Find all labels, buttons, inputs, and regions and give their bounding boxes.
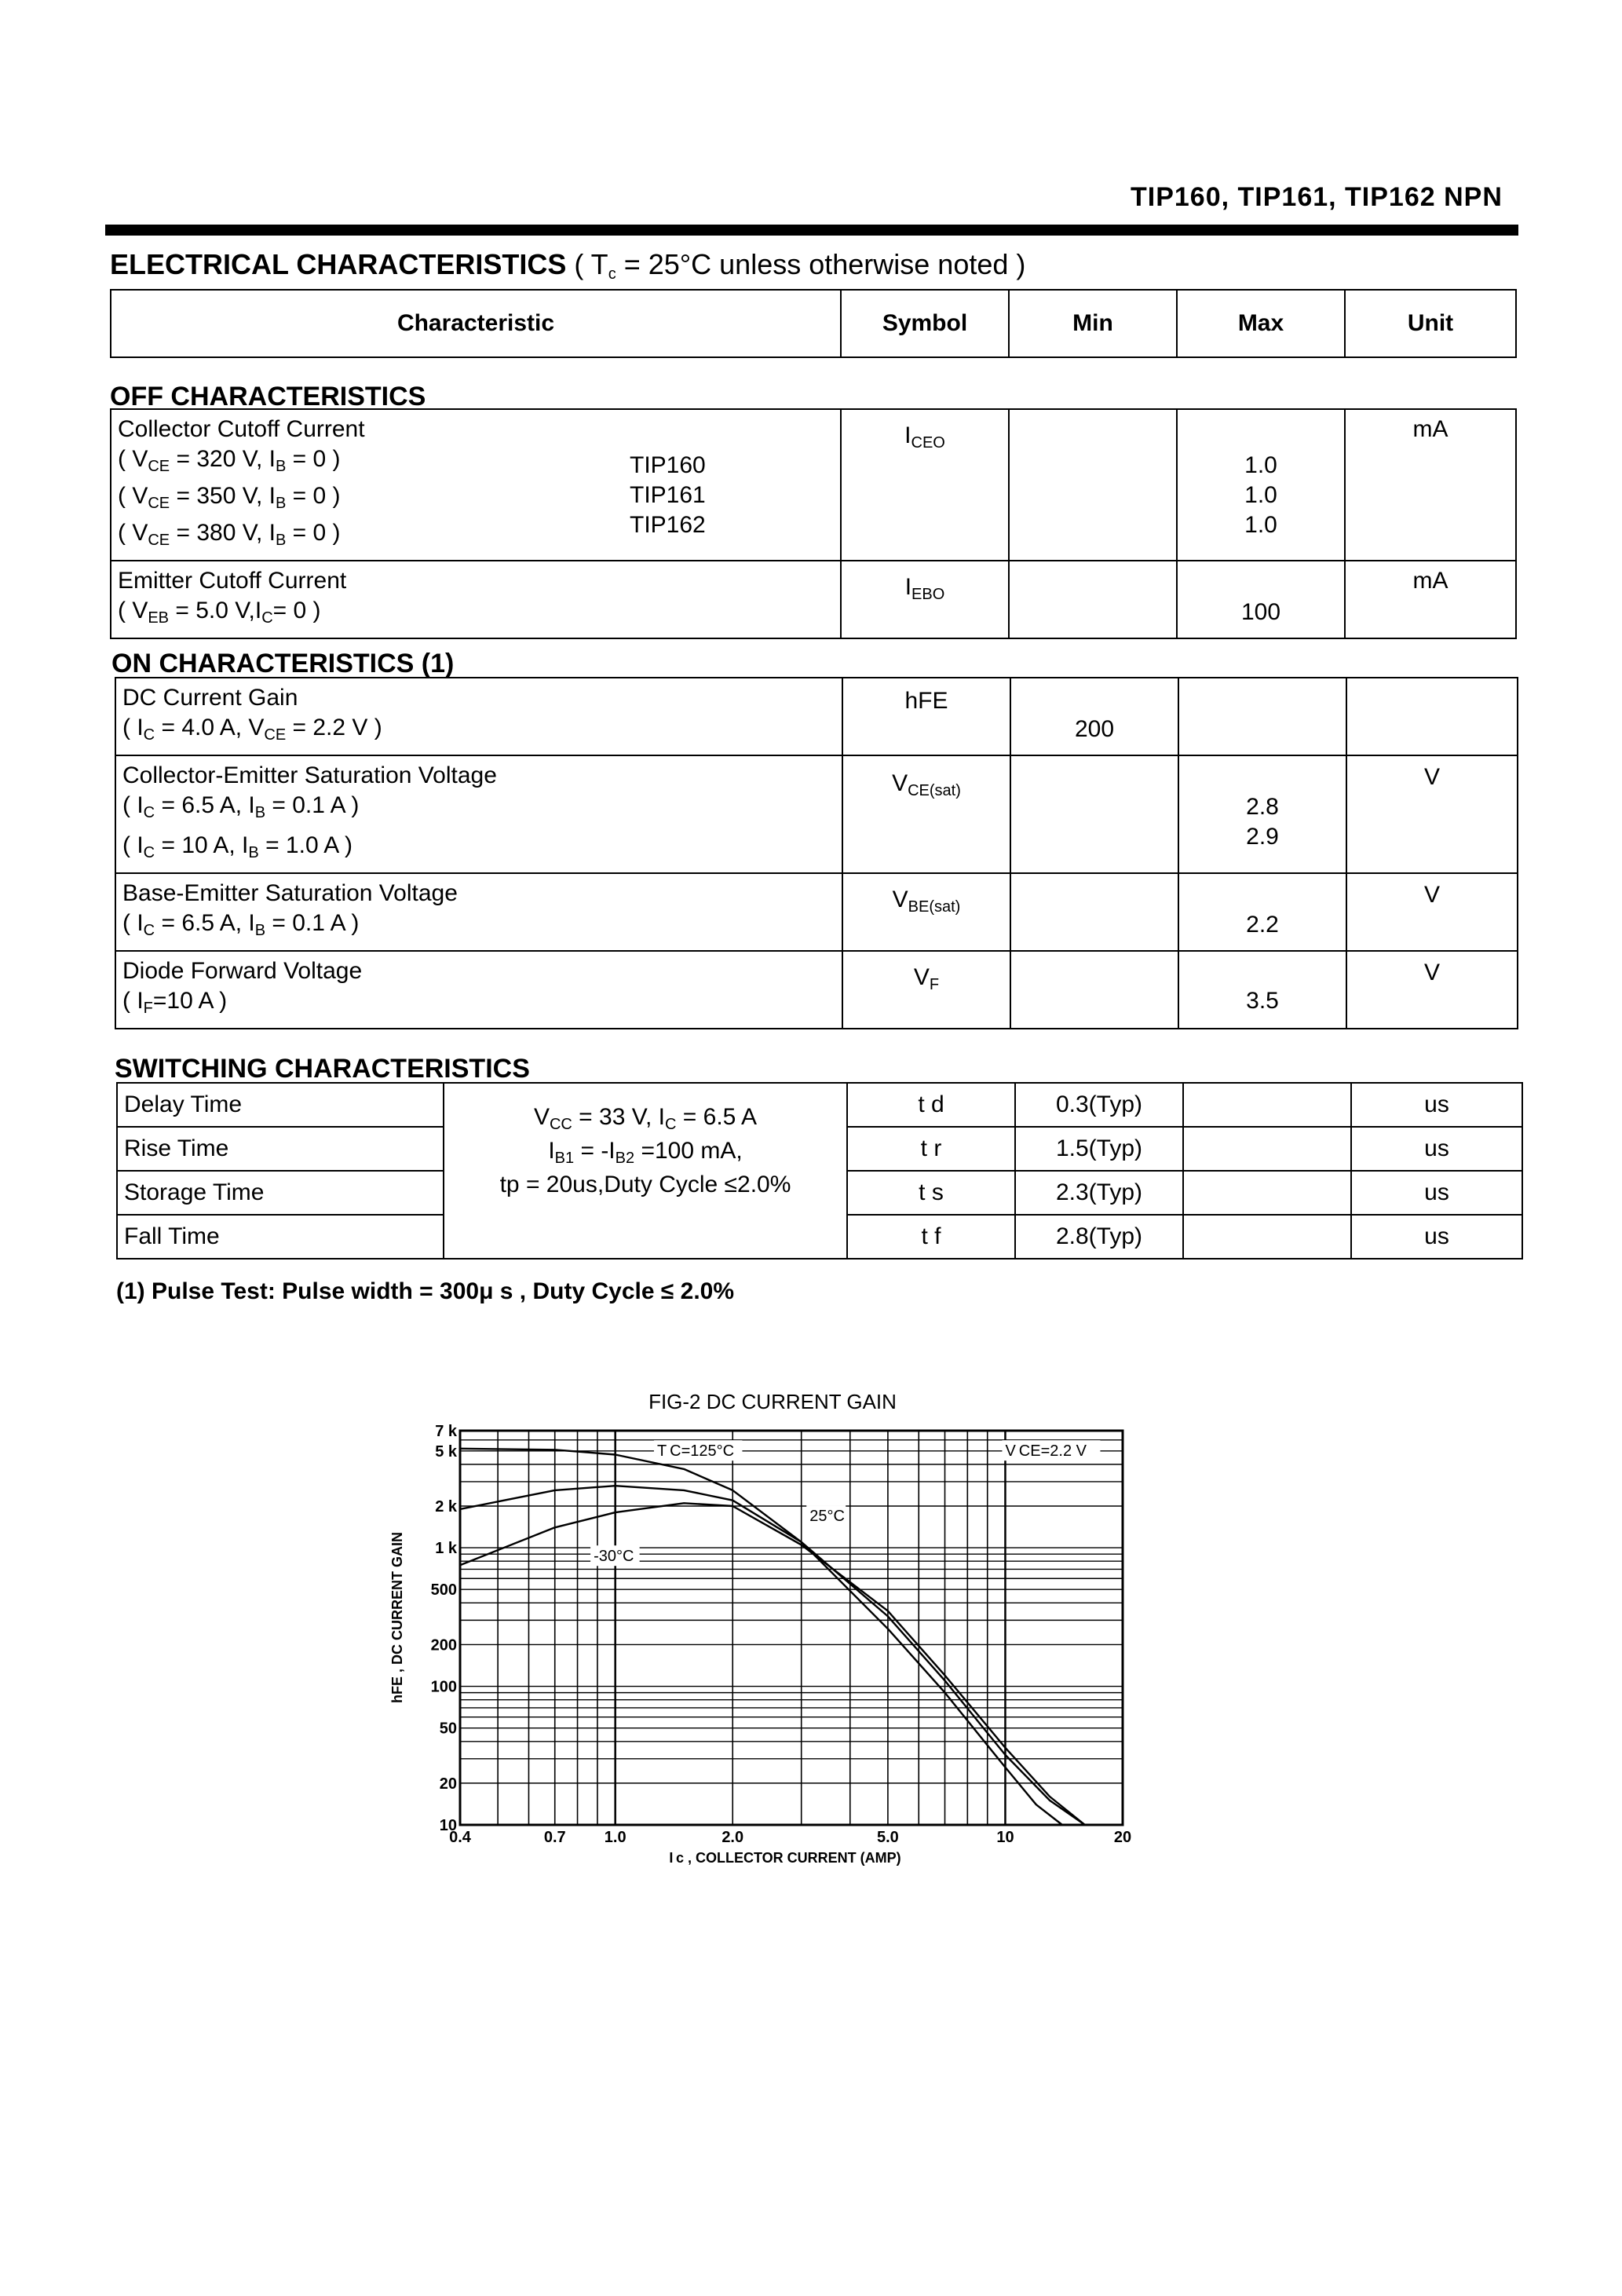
y-tick-label: 200: [430, 1636, 457, 1654]
y-tick-label: 5 k: [435, 1442, 457, 1461]
header-max: Max: [1177, 290, 1345, 357]
dc-current-gain-chart: [361, 1382, 1178, 1885]
table-row: [115, 873, 1518, 951]
iceo-unit: mA: [1345, 409, 1516, 561]
annotation-label: V CE=2.2 V: [1005, 1442, 1087, 1461]
rise-time-label: Rise Time: [117, 1127, 444, 1171]
switching-characteristics-title: SWITCHING CHARACTERISTICS: [115, 1054, 530, 1084]
x-tick-label: 20: [1113, 1829, 1132, 1846]
table-row: [117, 1083, 1522, 1127]
iebo-symbol: $I_{EBO}$: [841, 561, 1009, 638]
iebo-max: 100: [1177, 561, 1345, 638]
tf-value: 2.8(Typ): [1015, 1215, 1183, 1259]
series-line-25C: [460, 1486, 1085, 1825]
vbesat-min: [1010, 873, 1178, 951]
vcesat-symbol: $V_{CE(sat)}$: [842, 755, 1010, 873]
electrical-characteristics-heading: ELECTRICAL CHARACTERISTICS ( $T_c = 25^\circ C$ unless otherwise noted ): [110, 248, 1026, 283]
iceo-max: 1.0 1.0 1.0: [1177, 409, 1345, 561]
off-characteristics-title: OFF CHARACTERISTICS: [110, 382, 426, 411]
vf-max: 3.5: [1178, 951, 1346, 1029]
y-tick-label: 100: [430, 1678, 457, 1696]
td-symbol: t d: [847, 1083, 1015, 1127]
header-min: Min: [1009, 290, 1177, 357]
hfe-min: 200: [1010, 678, 1178, 755]
on-characteristics-title: ON CHARACTERISTICS (1): [111, 649, 455, 678]
vbesat-unit: V: [1346, 873, 1518, 951]
vcesat-min: [1010, 755, 1178, 873]
document-title: TIP160, TIP161, TIP162 NPN: [1131, 182, 1503, 212]
vf-unit: V: [1346, 951, 1518, 1029]
iceo-characteristic: Collector Cutoff Current ( $V_{CE} = 320$ V, $I_B = 0$ ) ( $V_{CE} = 350$ V, $I_B = 0$ ) ( $V_{CE} = 380$ V, $I_B = 0$ ) TIP160 TIP161 TIP162: [111, 409, 841, 561]
tr-unit: us: [1351, 1127, 1522, 1171]
table-row: [111, 409, 1516, 561]
td-unit: us: [1351, 1083, 1522, 1127]
vbesat-max: 2.2: [1178, 873, 1346, 951]
y-tick-label: 50: [439, 1720, 457, 1738]
x-tick-label: 10: [996, 1829, 1014, 1846]
tr-symbol: t r: [847, 1127, 1015, 1171]
ts-unit: us: [1351, 1171, 1522, 1215]
ts-value: 2.3(Typ): [1015, 1171, 1183, 1215]
y-tick-label: 10: [439, 1817, 457, 1834]
header-table: [110, 289, 1517, 358]
vf-characteristic: Diode Forward Voltage ( $I_F=10$ A ): [115, 951, 842, 1029]
y-tick-label: 500: [430, 1581, 457, 1600]
tf-symbol: t f: [847, 1215, 1015, 1259]
chart-annotations: [590, 1440, 1100, 1566]
vf-min: [1010, 951, 1178, 1029]
y-axis-label: hFE , DC CURRENT GAIN: [389, 1532, 405, 1703]
iebo-unit: mA: [1345, 561, 1516, 638]
x-tick-label: 1.0: [604, 1829, 627, 1846]
vbesat-symbol: $V_{BE(sat)}$: [842, 873, 1010, 951]
table-row: [115, 678, 1518, 755]
iceo-min: [1009, 409, 1177, 561]
table-row: [115, 755, 1518, 873]
series-line--30C: [460, 1503, 1085, 1825]
x-tick-label: 0.4: [449, 1829, 471, 1846]
header-unit: Unit: [1345, 290, 1516, 357]
header-symbol: Symbol: [841, 290, 1009, 357]
tr-value: 1.5(Typ): [1015, 1127, 1183, 1171]
x-axis-label: I c , COLLECTOR CURRENT (AMP): [669, 1850, 901, 1866]
switching-characteristics-table: [116, 1082, 1523, 1260]
hfe-unit: [1346, 678, 1518, 755]
vcesat-unit: V: [1346, 755, 1518, 873]
iebo-min: [1009, 561, 1177, 638]
x-tick-label: 2.0: [721, 1829, 744, 1846]
vf-symbol: $V_F$: [842, 951, 1010, 1029]
y-tick-label: 7 k: [435, 1423, 457, 1440]
device-list: TIP160 TIP161 TIP162: [630, 452, 706, 538]
annotation-label: T C=125°C: [656, 1442, 735, 1461]
delay-time-label: Delay Time: [117, 1083, 444, 1127]
hfe-max: [1178, 678, 1346, 755]
header-characteristic: Characteristic: [111, 290, 841, 357]
x-tick-label: 0.7: [543, 1829, 566, 1846]
hfe-characteristic: DC Current Gain ( $I_C = 4.0$ A, $V_{CE} = 2.2$ V ): [115, 678, 842, 755]
x-tick-label: 5.0: [877, 1829, 899, 1846]
title-rule: [105, 225, 1518, 236]
annotation-label: 25°C: [809, 1508, 845, 1526]
vbesat-characteristic: Base-Emitter Saturation Voltage ( $I_C = 6.5$ A, $I_B = 0.1$ A ): [115, 873, 842, 951]
storage-time-label: Storage Time: [117, 1171, 444, 1215]
chart-series: [460, 1449, 1085, 1825]
iebo-characteristic: Emitter Cutoff Current ( $V_{EB} = 5.0$ $V,I_C= 0$ ): [111, 561, 841, 638]
table-row: [115, 951, 1518, 1029]
fall-time-label: Fall Time: [117, 1215, 444, 1259]
footnote: (1) Pulse Test: Pulse width = 300μ s , Duty Cycle ≤ 2.0%: [116, 1278, 735, 1304]
table-row: [111, 561, 1516, 638]
on-characteristics-table: [115, 677, 1518, 1029]
vcesat-characteristic: Collector-Emitter Saturation Voltage ( $I_C = 6.5$ A, $I_B = 0.1$ A ) ( $I_C = 10$ A, $I_B = 1.0$ A ): [115, 755, 842, 873]
series-line-125C: [460, 1449, 1062, 1825]
chart-ticks: [431, 1423, 1132, 1846]
y-tick-label: 2 k: [435, 1497, 457, 1515]
switching-conditions: $V_{CC} = 33$ V, $I_C = 6.5$ A $I_{B1} = -I_{B2} =100$ mA, tp = 20us,Duty Cycle ≤2.0%: [444, 1083, 847, 1259]
off-characteristics-table: [110, 408, 1517, 639]
iceo-symbol: $I_{CEO}$: [841, 409, 1009, 561]
chart-title: FIG-2 DC CURRENT GAIN: [648, 1390, 897, 1413]
y-tick-label: 20: [439, 1775, 457, 1793]
annotation-label: -30°C: [594, 1548, 634, 1566]
y-tick-label: 1 k: [435, 1540, 457, 1558]
tf-unit: us: [1351, 1215, 1522, 1259]
vcesat-max: 2.8 2.9: [1178, 755, 1346, 873]
td-value: 0.3(Typ): [1015, 1083, 1183, 1127]
hfe-symbol: hFE: [842, 678, 1010, 755]
ts-symbol: t s: [847, 1171, 1015, 1215]
